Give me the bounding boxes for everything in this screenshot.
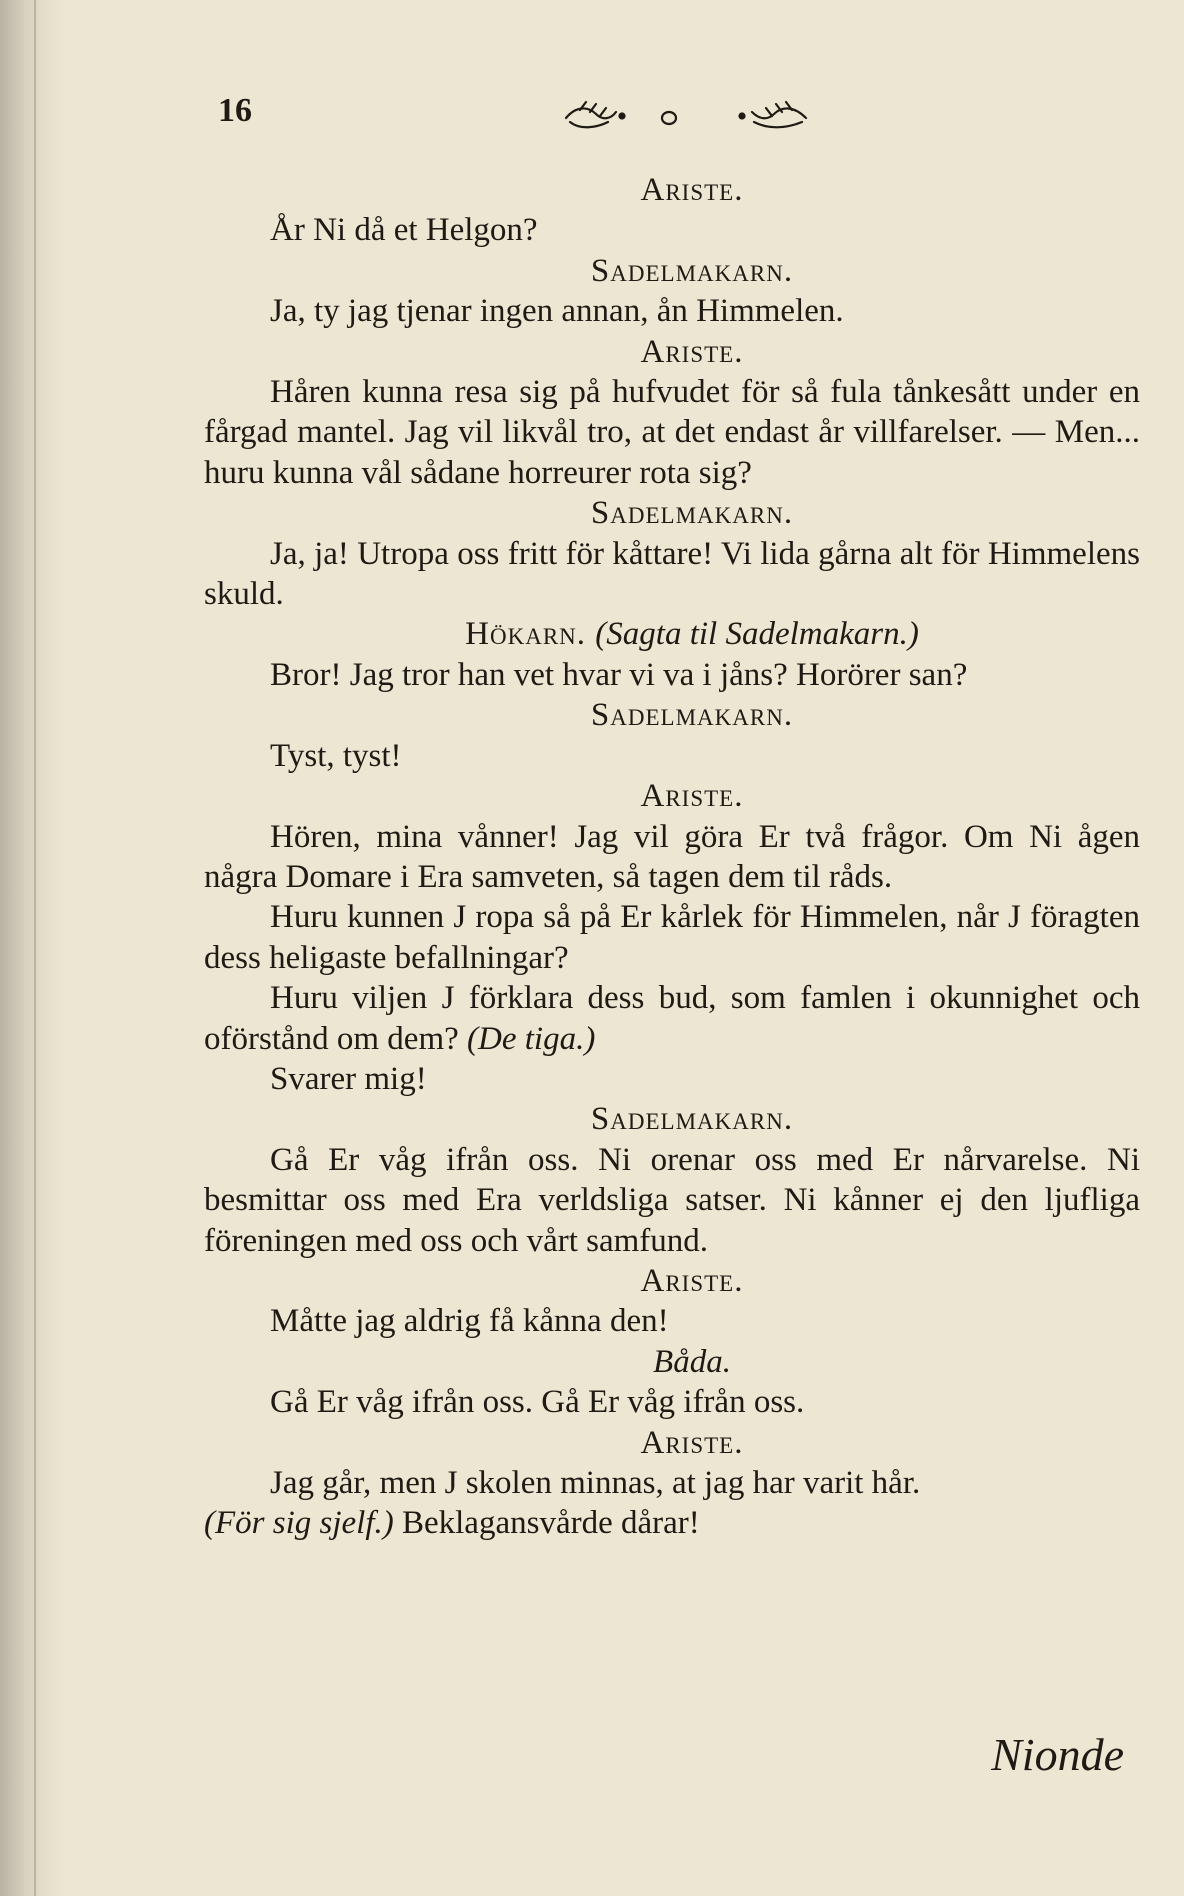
dialogue-line: Måtte jag aldrig få kånna den! [270, 1303, 669, 1340]
book-gutter [0, 0, 64, 1896]
dialogue-text: Huru viljen J förklara dess bud, som famlen i okunnighet och oförstånd om dem? [204, 980, 1140, 1057]
speaker-name: Ariste. [640, 1262, 744, 1299]
dialogue-line: Ja, ty jag tjenar ingen annan, ån Himmelen. [270, 293, 844, 330]
dialogue-paragraph: Gå Er våg ifrån oss. Ni orenar oss med Er nårvarelse. Ni besmittar oss med Era verldsliga satser. Ni kånner ej den ljufliga föreningen med oss och vårt samfund. [204, 1141, 1140, 1259]
dialogue-paragraph: Huru kunnen J ropa så på Er kårlek för Himmelen, når J föragten dess heligaste befallningar? [204, 899, 1140, 976]
catchword: Nionde [991, 1729, 1124, 1780]
speaker-name: Ariste. [640, 778, 744, 815]
stage-direction: (De tiga.) [467, 1020, 596, 1057]
page-number: 16 [218, 92, 252, 129]
speaker-name: Sadelmakarn. [590, 697, 794, 734]
dialogue-paragraph: Ja, ja! Utropa oss fritt för kåttare! Vi lida gårna alt för Himmelens skuld. [204, 535, 1140, 613]
speaker-name: Ariste. [640, 1424, 744, 1461]
speaker-name: Sadelmakarn. [590, 252, 794, 289]
dialogue-text: Beklagansvårde dårar! [401, 1505, 700, 1542]
gutter-fold-line [34, 0, 36, 1896]
dialogue-line: Svarer mig! [270, 1060, 427, 1097]
page-text [204, 170, 1140, 1544]
dialogue-line: Tyst, tyst! [270, 737, 402, 774]
dialogue-paragraph: Håren kunna resa sig på hufvudet för så fula tånkesått under en fårgad mantel. Jag vil likvål tro, at det endast år villfarelser. — Men... huru kunna vål sådane horreurer rota sig? [204, 374, 1140, 491]
page-header [0, 92, 1184, 142]
speaker-name: Sadelmakarn. [590, 1101, 794, 1138]
stage-direction: (För sig sjelf.) [204, 1505, 394, 1542]
speaker-name: Ariste. [640, 172, 744, 208]
speaker-name: Sadelmakarn. [590, 495, 794, 532]
dialogue-paragraph: Hören, mina vånner! Jag vil göra Er två frågor. Om Ni ågen några Domare i Era samveten, så tagen dem til råds. [204, 818, 1140, 895]
dialogue-paragraph [204, 978, 1140, 1059]
dialogue-line: Gå Er våg ifrån oss. Gå Er våg ifrån oss. [270, 1384, 805, 1421]
floral-ornament-icon [556, 96, 816, 136]
speaker-name: Hökarn. [465, 616, 587, 653]
dialogue-line: Jag går, men J skolen minnas, at jag har varit hår. [270, 1465, 921, 1501]
speaker-name: Ariste. [640, 333, 744, 370]
dialogue-line: År Ni då et Helgon? [270, 212, 538, 249]
stage-direction: (Sagta til Sadelmakarn.) [595, 616, 919, 653]
speaker-name: Båda. [653, 1343, 731, 1380]
aside-line [204, 1503, 1140, 1543]
speaker-with-direction [204, 614, 1140, 654]
dialogue-paragraph: Bror! Jag tror han vet hvar vi va i jåns? Horörer san? [270, 656, 968, 693]
